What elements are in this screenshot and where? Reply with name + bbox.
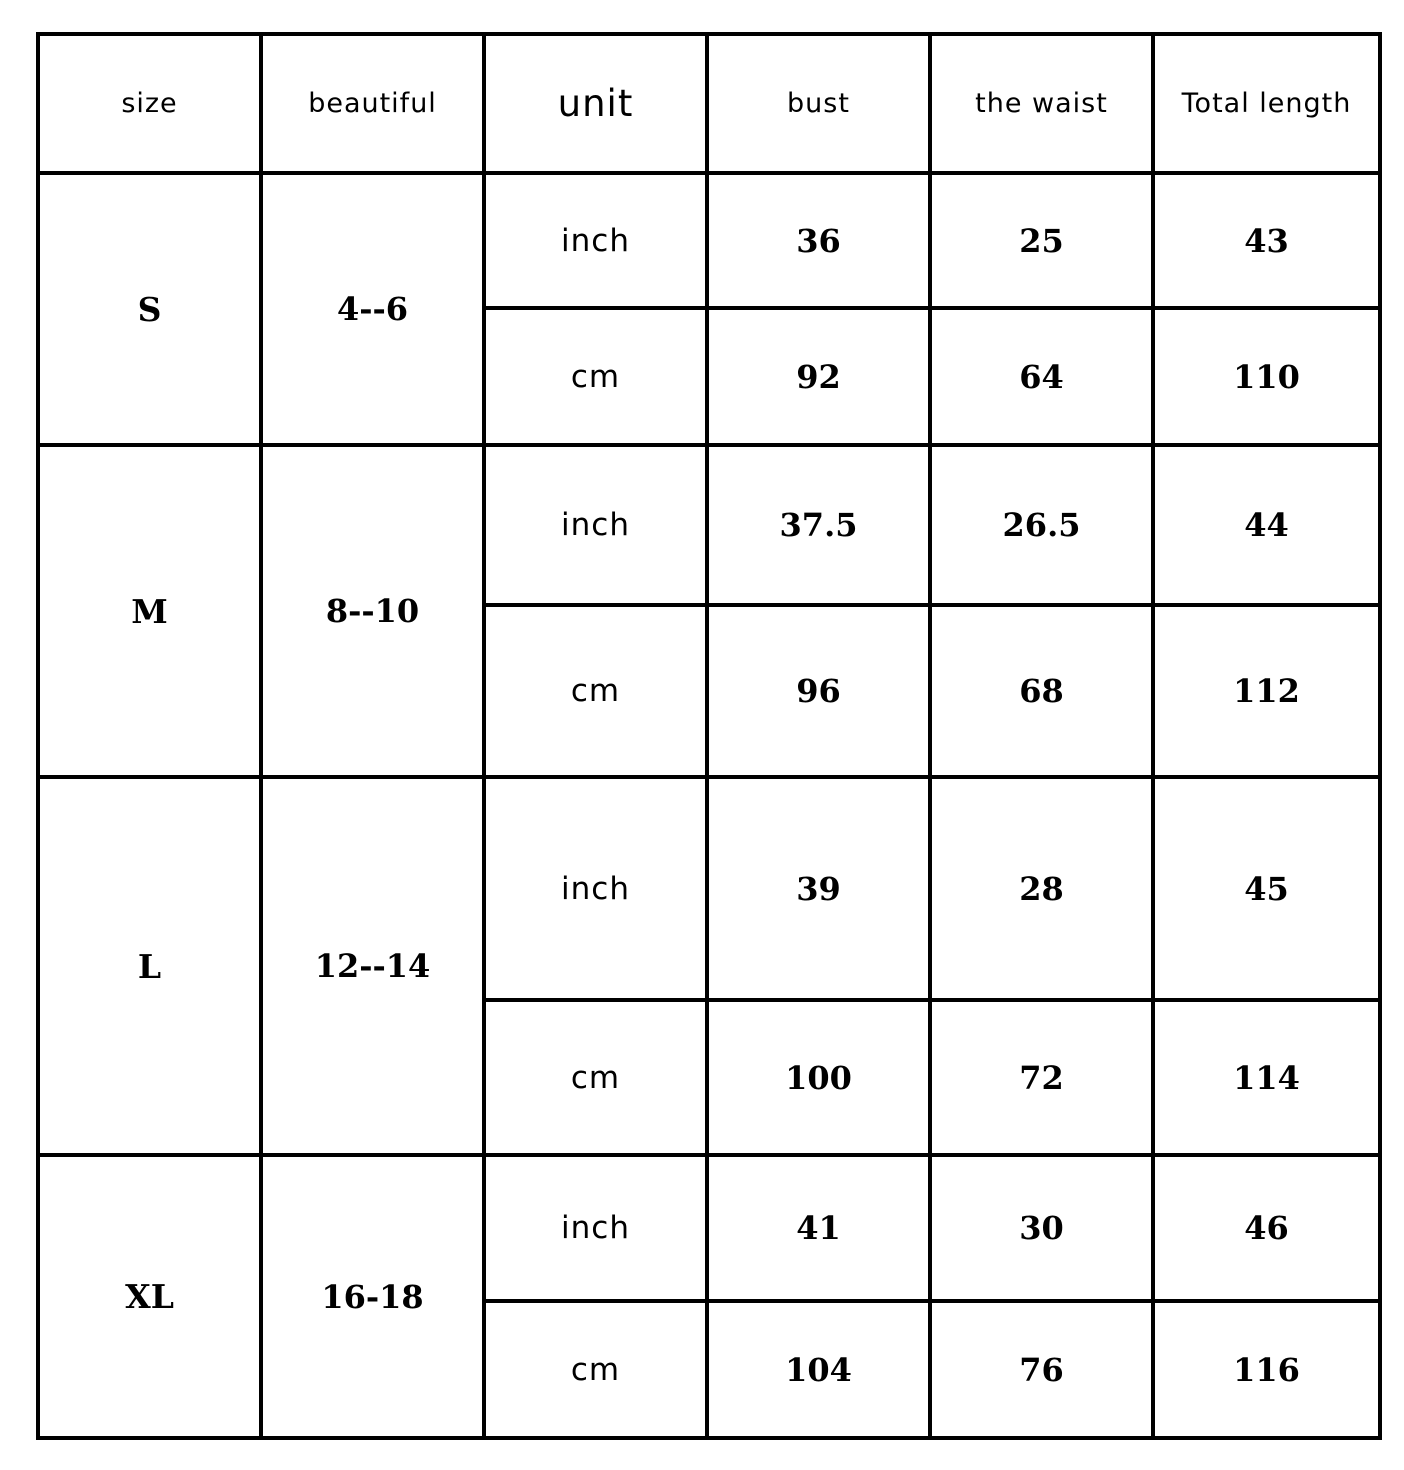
unit-cell: cm <box>484 605 707 777</box>
header-total-length: Total length <box>1153 34 1380 173</box>
bust-cell: 96 <box>707 605 930 777</box>
length-cell: 116 <box>1153 1301 1380 1438</box>
bust-cell: 41 <box>707 1155 930 1301</box>
length-cell: 45 <box>1153 777 1380 1000</box>
size-chart-table <box>36 32 1382 1440</box>
length-cell: 112 <box>1153 605 1380 777</box>
bust-cell: 104 <box>707 1301 930 1438</box>
unit-cell: cm <box>484 308 707 445</box>
header-size: size <box>38 34 261 173</box>
beautiful-cell: 16-18 <box>261 1155 484 1438</box>
waist-cell: 64 <box>930 308 1153 445</box>
waist-cell: 76 <box>930 1301 1153 1438</box>
waist-cell: 68 <box>930 605 1153 777</box>
table-row <box>38 777 1380 1000</box>
length-cell: 44 <box>1153 445 1380 605</box>
unit-cell: cm <box>484 1301 707 1438</box>
header-unit: unit <box>484 34 707 173</box>
bust-cell: 100 <box>707 1000 930 1155</box>
size-cell: XL <box>38 1155 261 1438</box>
waist-cell: 26.5 <box>930 445 1153 605</box>
unit-cell: inch <box>484 1155 707 1301</box>
unit-cell: cm <box>484 1000 707 1155</box>
unit-cell: inch <box>484 173 707 308</box>
unit-cell: inch <box>484 777 707 1000</box>
beautiful-cell: 4--6 <box>261 173 484 445</box>
size-cell: L <box>38 777 261 1155</box>
beautiful-cell: 12--14 <box>261 777 484 1155</box>
waist-cell: 30 <box>930 1155 1153 1301</box>
bust-cell: 37.5 <box>707 445 930 605</box>
length-cell: 114 <box>1153 1000 1380 1155</box>
header-row <box>38 34 1380 173</box>
bust-cell: 39 <box>707 777 930 1000</box>
header-waist: the waist <box>930 34 1153 173</box>
length-cell: 43 <box>1153 173 1380 308</box>
waist-cell: 25 <box>930 173 1153 308</box>
bust-cell: 36 <box>707 173 930 308</box>
table-row <box>38 173 1380 308</box>
beautiful-cell: 8--10 <box>261 445 484 777</box>
table-row <box>38 1155 1380 1301</box>
header-bust: bust <box>707 34 930 173</box>
bust-cell: 92 <box>707 308 930 445</box>
unit-cell: inch <box>484 445 707 605</box>
length-cell: 110 <box>1153 308 1380 445</box>
waist-cell: 72 <box>930 1000 1153 1155</box>
table-row <box>38 445 1380 605</box>
length-cell: 46 <box>1153 1155 1380 1301</box>
size-cell: S <box>38 173 261 445</box>
size-cell: M <box>38 445 261 777</box>
waist-cell: 28 <box>930 777 1153 1000</box>
header-beautiful: beautiful <box>261 34 484 173</box>
